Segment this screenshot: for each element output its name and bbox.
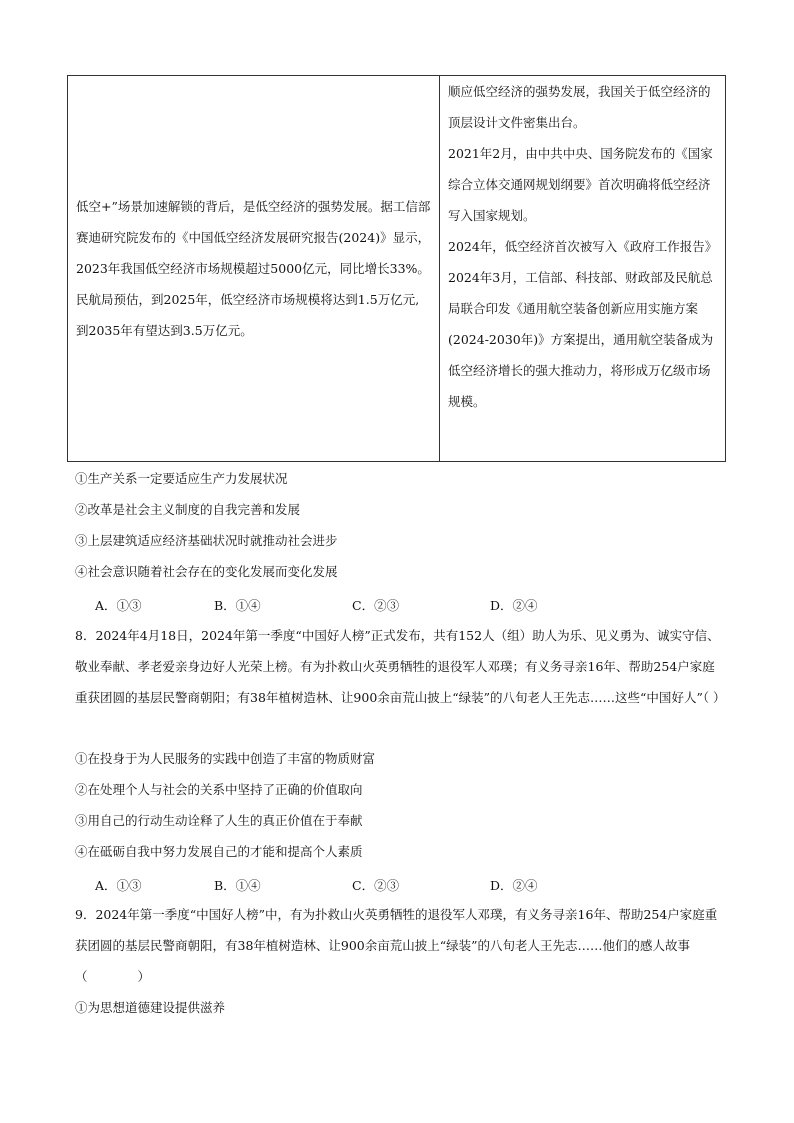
right-paragraph: 2024年3月，工信部、科技部、财政部及民航总局联合印发《通用航空装备创新应用实施方案(2024-2030年)》方案提出，通用航空装备成为低空经济增长的强大推动力，将形成万亿级市场规模。 <box>448 270 714 409</box>
q9-stem <box>75 899 725 992</box>
q8-stem-text: 8．2024年4月18日，2024年第一季度“中国好人榜”正式发布，共有152人（组）助人为乐、见义勇为、诚实守信、敬业奉献、孝老爱亲身边好人光荣上榜。有为扑救山火英勇牺牲的退役军人邓璞；有义务寻亲16年、帮助254户家庭重获团圆的基层民警商朝阳；有38年植树造林、让900余亩荒山披上“绿装”的八旬老人王先志……这些“中国好人”（ ） <box>75 628 726 705</box>
q8-statement-3: ③用自己的行动生动诠释了人生的真正价值在于奉献 <box>75 813 363 828</box>
q8-option-b[interactable]: B．①④ <box>214 878 261 893</box>
q7-statement-2: ②改革是社会主义制度的自我完善和发展 <box>75 502 301 517</box>
left-cell-text: 低空+”场景加速解锁的背后，是低空经济的强势发展。据工信部赛迪研究院发布的《中国低空经济发展研究报告(2024)》显示，2023年我国低空经济市场规模超过5000亿元，同比增长33%。民航局预估，到2025年，低空经济市场规模将达到1.5万亿元,到2035年有望达到3.5万亿元。 <box>76 199 431 338</box>
q8-option-a[interactable]: A．①③ <box>95 878 142 893</box>
q8-statement-2: ②在处理个人与社会的关系中坚持了正确的价值取向 <box>75 782 363 797</box>
q9-statement-1: ①为思想道德建设提供滋养 <box>75 1000 226 1015</box>
q7-option-c[interactable]: C．②③ <box>352 598 400 613</box>
right-paragraph: 顺应低空经济的强势发展，我国关于低空经济的顶层设计文件密集出台。 <box>448 84 711 130</box>
q7-statement-3: ③上层建筑适应经济基础状况时就推动社会进步 <box>75 533 338 548</box>
q7-option-d[interactable]: D．②④ <box>490 598 538 613</box>
table-row <box>68 76 726 462</box>
q8-stem <box>75 620 725 713</box>
material-table <box>67 75 726 462</box>
table-left-cell <box>68 76 440 462</box>
q7-statement-1: ①生产关系一定要适应生产力发展状况 <box>75 471 288 486</box>
q8-option-d[interactable]: D．②④ <box>490 878 538 893</box>
q8-statement-1: ①在投身于为人民服务的实践中创造了丰富的物质财富 <box>75 751 376 766</box>
q9-stem-text: 9．2024年第一季度“中国好人榜”中，有为扑救山火英勇牺牲的退役军人邓璞，有义务寻亲16年、帮助254户家庭重获团圆的基层民警商朝阳，有38年植树造林、让900余亩荒山披上“绿装”的八旬老人王先志……他们的感人故事（ ） <box>75 907 718 984</box>
right-paragraph: 2024年，低空经济首次被写入《政府工作报告》 <box>448 239 718 254</box>
q8-option-c[interactable]: C．②③ <box>352 878 400 893</box>
q8-statement-4: ④在砥砺自我中努力发展自己的才能和提高个人素质 <box>75 844 363 859</box>
right-paragraph: 2021年2月，由中共中央、国务院发布的《国家综合立体交通网规划纲要》首次明确将低空经济写入国家规划。 <box>448 146 713 223</box>
q7-option-a[interactable]: A．①③ <box>95 598 142 613</box>
q7-statement-4: ④社会意识随着社会存在的变化发展而变化发展 <box>75 564 338 579</box>
table-right-cell <box>440 76 726 462</box>
q7-option-b[interactable]: B．①④ <box>214 598 261 613</box>
